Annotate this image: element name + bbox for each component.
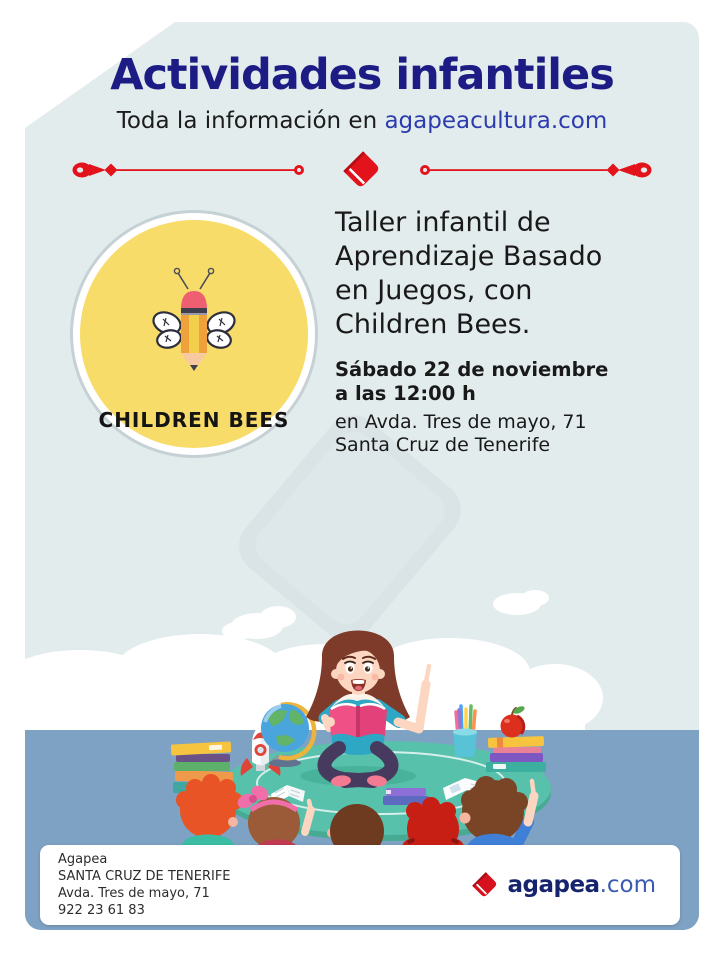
wing-left bbox=[150, 308, 183, 350]
wing-right bbox=[204, 308, 237, 350]
store-address: Avda. Tres de mayo, 71 bbox=[58, 886, 210, 901]
store-info bbox=[40, 851, 231, 919]
poster-card bbox=[25, 22, 699, 930]
store-phone: 922 23 61 83 bbox=[58, 903, 145, 918]
footer-card bbox=[40, 845, 680, 925]
event-venue: en Avda. Tres de mayo, 71 Santa Cruz de Tenerife bbox=[335, 411, 587, 456]
agapea-logo bbox=[470, 869, 656, 901]
subtitle bbox=[25, 108, 699, 134]
event-datetime: Sábado 22 de noviembre a las 12:00 h bbox=[335, 358, 609, 405]
badge-label: CHILDREN BEES bbox=[98, 408, 290, 432]
book-icon bbox=[344, 152, 380, 188]
pencil-bee-icon bbox=[134, 242, 254, 402]
agapeacultura-link: agapeacultura.com bbox=[384, 108, 608, 134]
divider bbox=[25, 146, 699, 194]
agapea-book-icon bbox=[470, 869, 500, 901]
children-bees-badge bbox=[80, 220, 308, 448]
event-description: Taller infantil de Aprendizaje Basado en Juegos, con Children Bees. bbox=[335, 207, 603, 340]
store-city: SANTA CRUZ DE TENERIFE bbox=[58, 869, 231, 884]
pencil-cup bbox=[453, 706, 477, 757]
page-title: Actividades infantiles bbox=[110, 50, 614, 100]
store-name: Agapea bbox=[58, 852, 108, 867]
brand-domain: .com bbox=[599, 872, 656, 898]
subtitle-text: Toda la información en bbox=[116, 108, 385, 134]
event-details bbox=[335, 206, 675, 457]
brand-name: agapea bbox=[507, 872, 600, 898]
book-stack-center bbox=[383, 788, 429, 805]
